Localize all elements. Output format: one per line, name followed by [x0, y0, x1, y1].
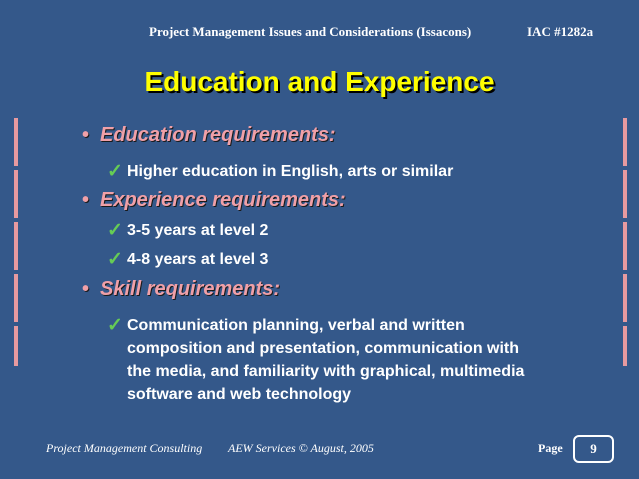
sub-item [107, 219, 537, 242]
page-label: Page [538, 441, 563, 455]
sub-item [107, 314, 537, 406]
bullet-dot-icon: • [82, 124, 90, 146]
sub-item [107, 248, 537, 271]
right-decor-bar [623, 222, 627, 270]
checkmark-icon: ✓ [107, 249, 123, 270]
sub-item-text: Higher education in English, arts or similar [127, 163, 454, 180]
footer-consulting: Project Management Consulting [46, 441, 203, 455]
left-decor-bar [14, 118, 18, 166]
course-title: Project Management Issues and Considerations (Issacons) [149, 24, 472, 39]
slide-footer [0, 441, 639, 461]
left-decor-bar [14, 170, 18, 218]
left-decor-bar [14, 274, 18, 322]
bullet-experience [82, 189, 346, 212]
bullet-dot-icon: • [82, 278, 90, 300]
bullet-label: Experience requirements: [100, 189, 346, 211]
sub-item-text: Communication planning, verbal and written composition and presentation, communication with the media, and familiarity with graphical, multimedia software and web technology [127, 317, 525, 403]
left-decor-bar [14, 222, 18, 270]
bullet-dot-icon: • [82, 189, 90, 211]
sub-item-text: 3-5 years at level 2 [127, 222, 269, 239]
bullet-label: Education requirements: [100, 124, 336, 146]
checkmark-icon: ✓ [107, 315, 123, 336]
bullet-education [82, 124, 336, 147]
left-decor-bar [14, 326, 18, 366]
footer-services: AEW Services © August, 2005 [228, 441, 374, 455]
right-decor-bar [623, 170, 627, 218]
checkmark-icon: ✓ [107, 220, 123, 241]
checkmark-icon: ✓ [107, 161, 123, 182]
bullet-skills [82, 278, 280, 301]
slide-title: Education and Experience [144, 66, 495, 97]
course-code: IAC #1282a [527, 24, 594, 39]
bullet-label: Skill requirements: [100, 278, 281, 300]
right-decor-bar [623, 274, 627, 322]
right-decor-bar [623, 326, 627, 366]
page-number-box: 9 [573, 435, 614, 463]
slide-header [0, 22, 639, 42]
right-decor-bar [623, 118, 627, 166]
sub-item-text: 4-8 years at level 3 [127, 251, 269, 268]
sub-item [107, 160, 537, 183]
